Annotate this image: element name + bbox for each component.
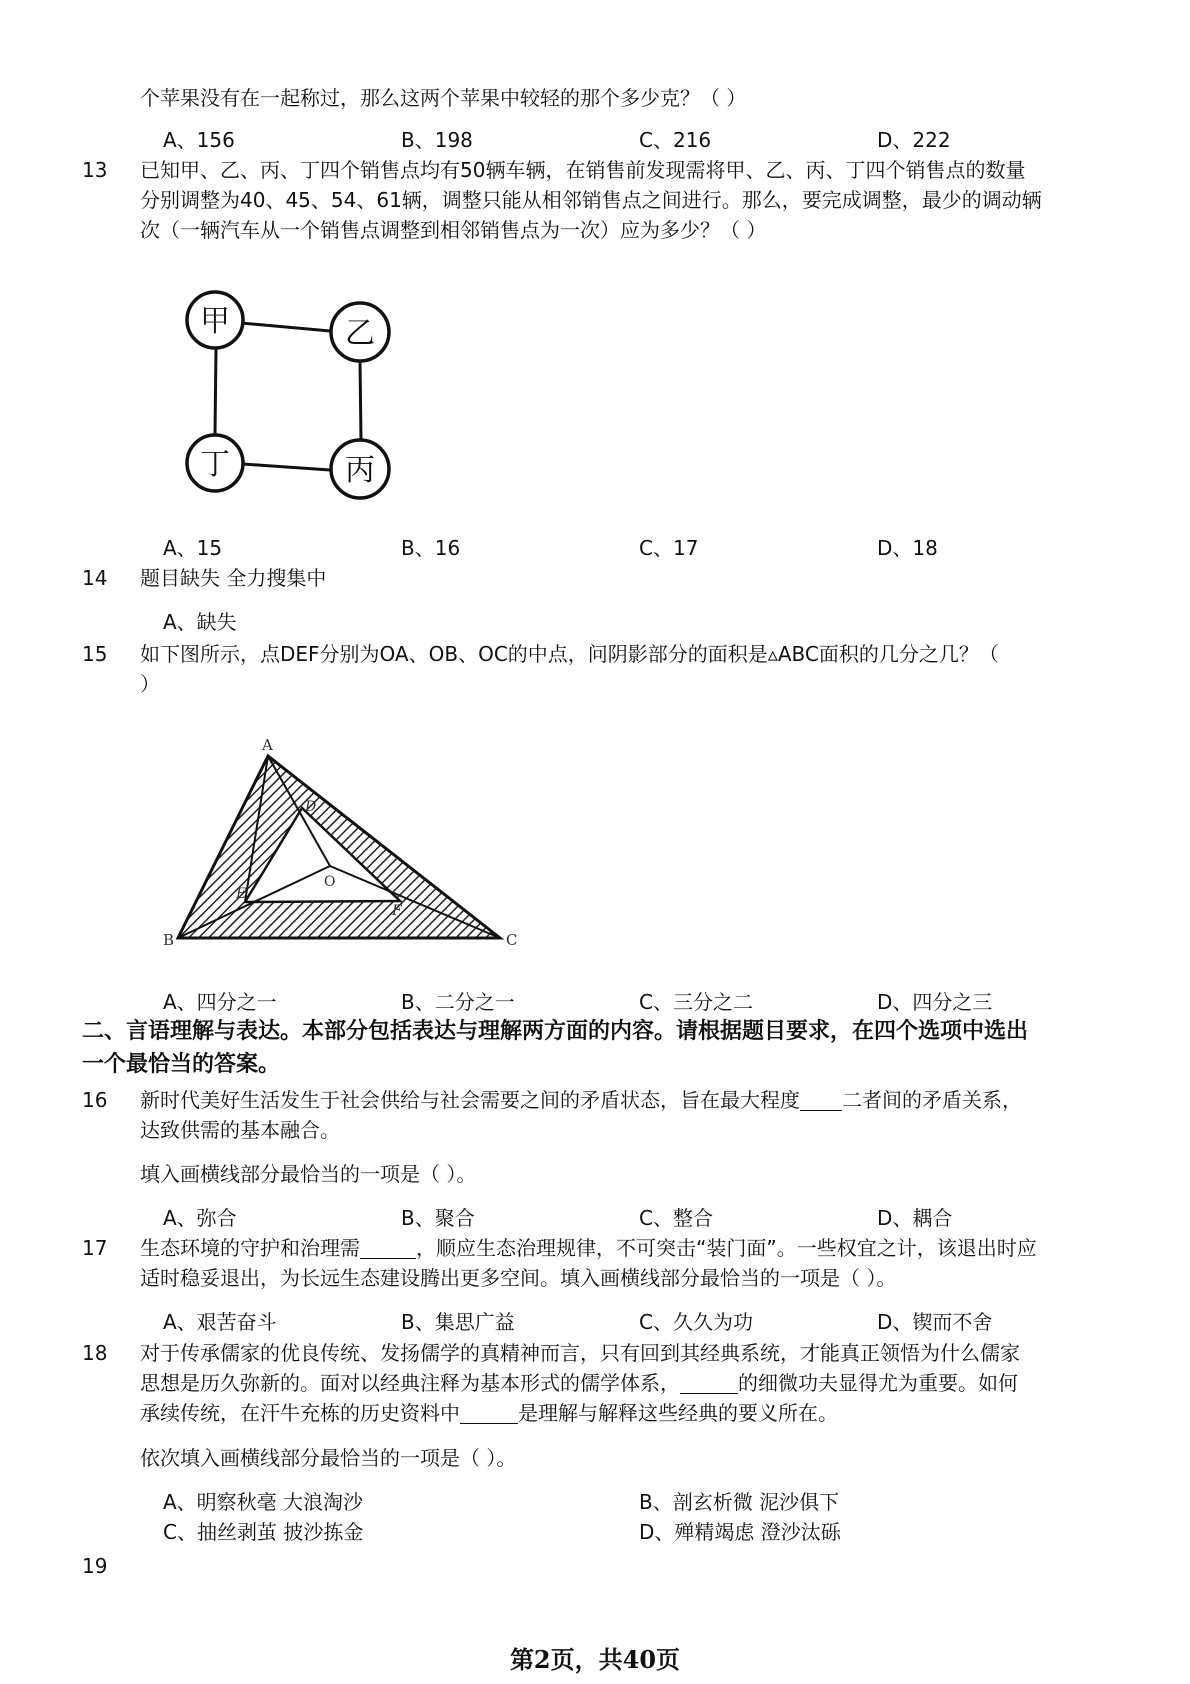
q18-number: 18 — [82, 1341, 108, 1365]
q17-text-a: 生态环境的守护和治理需 — [140, 1236, 360, 1260]
q13-option-d[interactable]: D、18 — [877, 536, 938, 560]
q15-option-c[interactable]: C、三分之二 — [639, 990, 753, 1014]
section2-heading-line1: 二、言语理解与表达。本部分包括表达与理解两方面的内容。请根据题目要求，在四个选项中选出 — [82, 1019, 1029, 1044]
label-c: C — [506, 931, 518, 949]
q13-stem-line3: 次（一辆汽车从一个销售点调整到相邻销售点为一次）应为多少？（ ） — [140, 218, 767, 242]
q16-blank — [800, 1090, 842, 1111]
q12-option-a[interactable]: A、156 — [163, 128, 235, 152]
node-bing-label: 丙 — [345, 453, 375, 488]
q17-option-c[interactable]: C、久久为功 — [639, 1310, 753, 1334]
q13-option-c[interactable]: C、17 — [639, 536, 699, 560]
q18-option-b[interactable]: B、剖玄析微 泥沙俱下 — [639, 1490, 840, 1514]
page-footer: 第2页，共40页 — [509, 1645, 681, 1674]
q19-number: 19 — [82, 1554, 108, 1578]
node-bing — [331, 440, 389, 498]
q17-stem-line1 — [140, 1238, 1037, 1259]
q18-stem-line1: 对于传承儒家的优良传统、发扬儒学的真精神而言，只有回到其经典系统，才能真正领悟为什么儒家 — [140, 1341, 1020, 1365]
q17-option-a[interactable]: A、艰苦奋斗 — [163, 1310, 277, 1334]
q15-stem-line1: 如下图所示，点DEF分别为OA、OB、OC的中点，问阴影部分的面积是▵ABC面积的几分之几？（ — [140, 642, 999, 666]
q12-option-b[interactable]: B、198 — [401, 128, 473, 152]
q17-stem-line2: 适时稳妥退出，为长远生态建设腾出更多空间。填入画横线部分最恰当的一项是（ ）。 — [140, 1266, 897, 1290]
q18-text-2a: 思想是历久弥新的。面对以经典注释为基本形式的儒学体系， — [140, 1371, 680, 1395]
q18-prompt: 依次填入画横线部分最恰当的一项是（ ）。 — [140, 1446, 517, 1470]
q18-text-2b: 的细微功夫显得尤为重要。如何 — [738, 1371, 1018, 1395]
q16-option-b[interactable]: B、聚合 — [401, 1206, 475, 1230]
q17-blank — [360, 1238, 416, 1259]
q15-stem-line2: ） — [140, 672, 160, 696]
q15-number: 15 — [82, 642, 108, 666]
label-b: B — [163, 931, 175, 949]
q17-number: 17 — [82, 1236, 108, 1260]
q13-option-a[interactable]: A、15 — [163, 536, 223, 560]
q13-diagram — [175, 280, 415, 510]
section2-heading-line2: 一个最恰当的答案。 — [82, 1052, 281, 1077]
q14-number: 14 — [82, 566, 108, 590]
node-jia-label: 甲 — [200, 304, 230, 339]
q18-option-a[interactable]: A、明察秋毫 大浪淘沙 — [163, 1490, 364, 1514]
q15-triangle-figure — [150, 728, 530, 958]
q18-text-3b: 是理解与解释这些经典的要义所在。 — [518, 1401, 838, 1425]
q18-option-d[interactable]: D、殚精竭虑 澄沙汰砾 — [639, 1520, 841, 1544]
q18-blank-1 — [680, 1373, 738, 1394]
q17-option-b[interactable]: B、集思广益 — [401, 1310, 515, 1334]
q15-option-b[interactable]: B、二分之一 — [401, 990, 515, 1014]
q16-option-d[interactable]: D、耦合 — [877, 1206, 953, 1230]
label-f: F — [392, 903, 402, 919]
q13-stem-line1: 已知甲、乙、丙、丁四个销售点均有50辆车辆，在销售前发现需将甲、乙、丙、丁四个销售点的数量 — [140, 158, 1026, 182]
q13-number: 13 — [82, 158, 108, 182]
q18-blank-2 — [460, 1403, 518, 1424]
node-yi — [331, 303, 389, 361]
q14-stem: 题目缺失 全力搜集中 — [140, 566, 327, 590]
q17-option-d[interactable]: D、锲而不舍 — [877, 1310, 993, 1334]
q16-stem-line1 — [140, 1090, 1022, 1111]
node-yi-label: 乙 — [345, 316, 375, 351]
label-d: D — [305, 799, 317, 815]
node-jia — [187, 292, 243, 348]
q16-stem-line2: 达致供需的基本融合。 — [140, 1118, 340, 1142]
label-e: E — [236, 886, 247, 902]
label-a: A — [262, 736, 273, 754]
q16-prompt: 填入画横线部分最恰当的一项是（ ）。 — [140, 1162, 477, 1186]
label-o: O — [324, 874, 336, 890]
q17-text-b: ，顺应生态治理规律，不可突击“装门面”。一些权宜之计，该退出时应 — [416, 1236, 1037, 1260]
q15-option-d[interactable]: D、四分之三 — [877, 990, 993, 1014]
q16-option-c[interactable]: C、整合 — [639, 1206, 713, 1230]
q15-option-a[interactable]: A、四分之一 — [163, 990, 277, 1014]
q18-option-c[interactable]: C、抽丝剥茧 披沙拣金 — [163, 1520, 364, 1544]
q16-text-b: 二者间的矛盾关系， — [842, 1088, 1022, 1112]
q16-option-a[interactable]: A、弥合 — [163, 1206, 237, 1230]
q12-option-c[interactable]: C、216 — [639, 128, 712, 152]
q13-stem-line2: 分别调整为40、45、54、61辆，调整只能从相邻销售点之间进行。那么，要完成调整，最少的调动辆 — [140, 188, 1042, 212]
node-ding-label: 丁 — [200, 447, 230, 482]
q16-number: 16 — [82, 1088, 108, 1112]
q13-option-b[interactable]: B、16 — [401, 536, 461, 560]
q12-option-d[interactable]: D、222 — [877, 128, 951, 152]
q16-text-a: 新时代美好生活发生于社会供给与社会需要之间的矛盾状态，旨在最大程度 — [140, 1088, 800, 1112]
q14-option-a[interactable]: A、缺失 — [163, 610, 237, 634]
node-ding — [187, 435, 243, 491]
q12-stem-continuation: 个苹果没有在一起称过，那么这两个苹果中较轻的那个多少克？（ ） — [140, 86, 747, 110]
q18-stem-line3 — [140, 1403, 838, 1424]
q18-stem-line2 — [140, 1373, 1018, 1394]
q18-text-3a: 承续传统，在汗牛充栋的历史资料中 — [140, 1401, 460, 1425]
